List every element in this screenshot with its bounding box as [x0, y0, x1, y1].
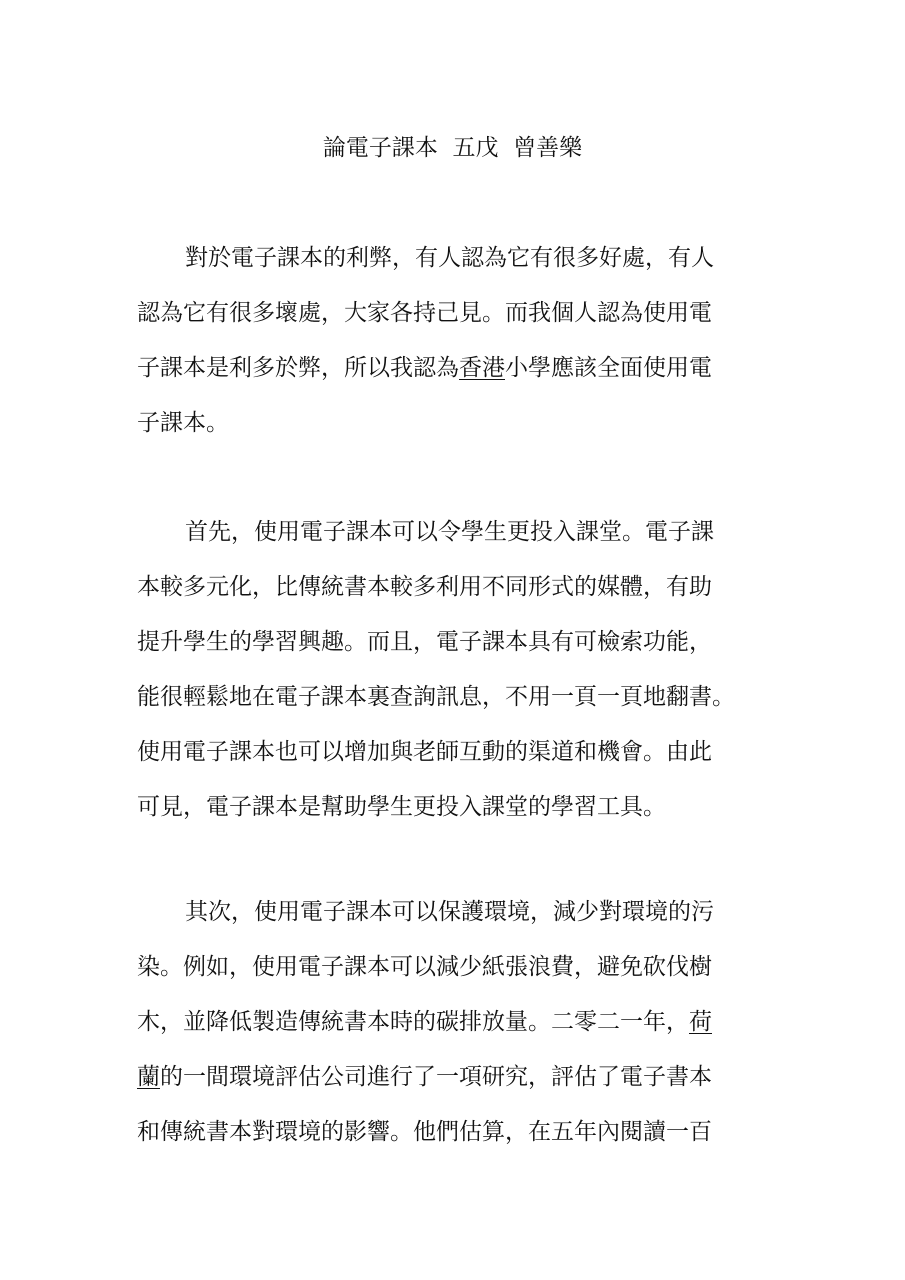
text-line	[137, 615, 777, 670]
text-line	[137, 1105, 777, 1160]
text-run: 認為它有很多壞處，大家各持己見。而我個人認為使用電	[137, 300, 712, 326]
text-line	[137, 505, 777, 560]
text-run: 提升學生的學習興趣。而且，電子課本具有可檢索功能，	[137, 629, 712, 655]
text-run: 的一間環境評估公司進行了一項研究，評估了電子書本	[160, 1064, 712, 1090]
text-run: 子課本。	[137, 410, 229, 436]
text-run: 和傳統書本對環境的影響。他們估算，在五年內閱讀一百	[137, 1119, 712, 1145]
text-run: 染。例如，使用電子課本可以減少紙張浪費，避免砍伐樹	[137, 954, 712, 980]
text-line	[137, 670, 777, 725]
document-title: 論電子課本 五戊 曾善樂	[322, 135, 583, 161]
text-line	[137, 560, 777, 615]
text-line	[137, 396, 777, 451]
text-run: 小學應該全面使用電	[505, 355, 712, 381]
text-run: 木，並降低製造傳統書本時的碳排放量。二零二一年，	[137, 1009, 689, 1035]
paragraph-second-point	[137, 885, 777, 1160]
text-run: 能很輕鬆地在電子課本裏查詢訊息，不用一頁一頁地翻書。	[137, 684, 735, 710]
text-run: 其次，使用電子課本可以保護環境，減少對環境的污	[185, 899, 714, 925]
text-run: 首先，使用電子課本可以令學生更投入課堂。電子課	[185, 519, 714, 545]
text-line	[137, 780, 777, 835]
text-line	[137, 885, 777, 940]
text-line	[137, 231, 777, 286]
paragraph-first-point	[137, 505, 777, 835]
text-run: 子課本是利多於弊，所以我認為	[137, 355, 459, 381]
proper-noun-hong-kong: 香港	[459, 355, 505, 381]
text-line	[137, 286, 777, 341]
text-run: 對於電子課本的利弊，有人認為它有很多好處，有人	[185, 245, 714, 271]
text-run: 本較多元化，比傳統書本較多利用不同形式的媒體，有助	[137, 574, 712, 600]
text-line	[137, 341, 777, 396]
proper-noun-netherlands-part2: 蘭	[137, 1064, 160, 1090]
text-line	[137, 1050, 777, 1105]
text-run: 使用電子課本也可以增加與老師互動的渠道和機會。由此	[137, 739, 712, 765]
paragraph-introduction	[137, 231, 777, 451]
text-line	[137, 995, 777, 1050]
text-run: 可見，電子課本是幫助學生更投入課堂的學習工具。	[137, 794, 666, 820]
proper-noun-netherlands-part1: 荷	[689, 1009, 712, 1035]
text-line	[137, 940, 777, 995]
text-line	[137, 725, 777, 780]
